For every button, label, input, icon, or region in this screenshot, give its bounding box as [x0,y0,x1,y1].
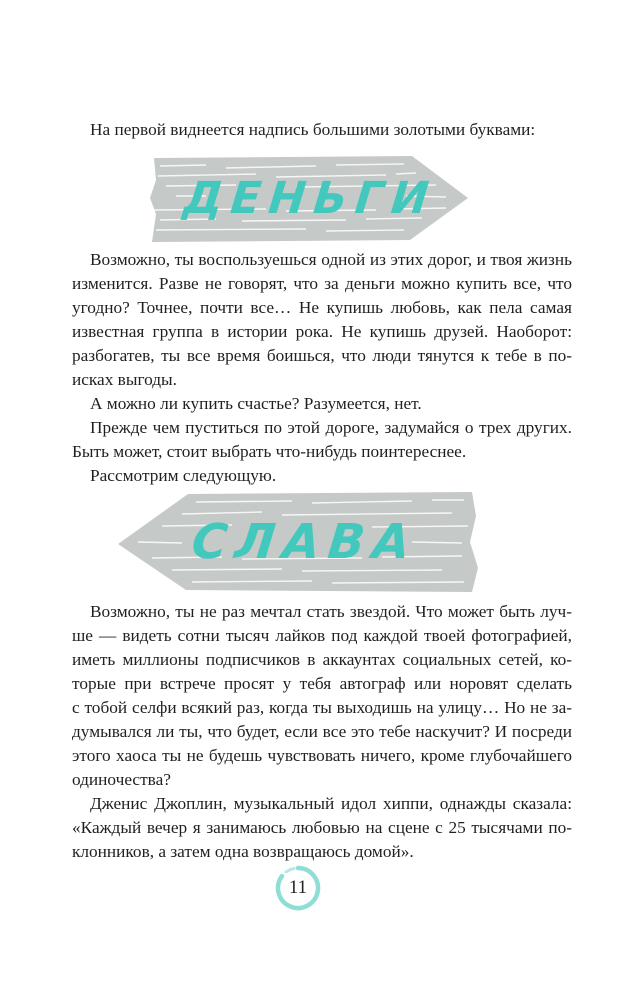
paragraph-line: разбогатев, ты все время боишься, что люди тянутся к тебе в по- [72,346,572,365]
paragraph-line: А можно ли купить счастье? Разумеется, нет. [90,394,422,413]
paragraph-line: «Каждый вечер я занимаюсь любовью на сцене с 25 тысячами по- [72,818,572,837]
paragraph-line: думывался ли ты, что будет, если все это тебе наскучит? И посреди [72,722,572,741]
paragraph-line: Рассмотрим следующую. [90,466,277,485]
page-number-text: 11 [288,877,308,898]
paragraph-line: Быть может, стоит выбрать что-нибудь поинтереснее. [72,442,467,461]
paragraph-line: торые при встрече просят у тебя автограф или норовят сделать [72,674,572,693]
paragraph-line: этого хаоса ты не будешь чувствовать ничего, кроме глубочайшего [72,746,572,765]
paragraph-line: иметь миллионы подписчиков в аккаунтах социальных сетей, ко- [72,650,572,669]
paragraph-5 [72,600,572,792]
paragraph-line: исках выгоды. [72,370,177,389]
paragraph-line: угодно? Точнее, почти все… Не купишь любовь, как пела самая [72,298,572,317]
paragraph-line: изменится. Разве не говорят, что за деньги можно купить все, что [72,274,572,293]
sign-fame [112,488,480,596]
paragraph-line: Возможно, ты воспользуешься одной из этих дорог, и твоя жизнь [90,250,572,269]
paragraph-1 [72,248,572,392]
paragraph-2 [72,392,572,416]
sign-money-word: ДЕНЬГИ [181,172,439,224]
intro-line [72,118,572,142]
paragraph-3 [72,416,572,464]
paragraph-line: Возможно, ты не раз мечтал стать звездой. Что может быть луч- [90,602,572,621]
paragraph-line: известная группа в истории рока. Не купишь друзей. Наоборот: [72,322,572,341]
sign-fame-word: СЛАВА [189,514,421,570]
paragraph-line: одиночества? [72,770,171,789]
intro-text: На первой виднеется надпись большими золотыми буквами: [90,120,536,139]
paragraph-line: ше — видеть сотни тысяч лайков под каждой твоей фотографией, [72,626,572,645]
page-number [274,864,322,912]
paragraph-line: с тобой селфи всякий раз, когда ты выходишь на улицу… Но не за- [72,698,572,717]
sign-money [146,152,474,244]
paragraph-6 [72,792,572,864]
paragraph-line: Прежде чем пуститься по этой дороге, задумайся о трех других. [90,418,572,437]
paragraph-4 [72,464,572,488]
paragraph-line: клонников, а затем одна возвращаюсь домой». [72,842,414,861]
paragraph-line: Дженис Джоплин, музыкальный идол хиппи, однажды сказала: [90,794,572,813]
